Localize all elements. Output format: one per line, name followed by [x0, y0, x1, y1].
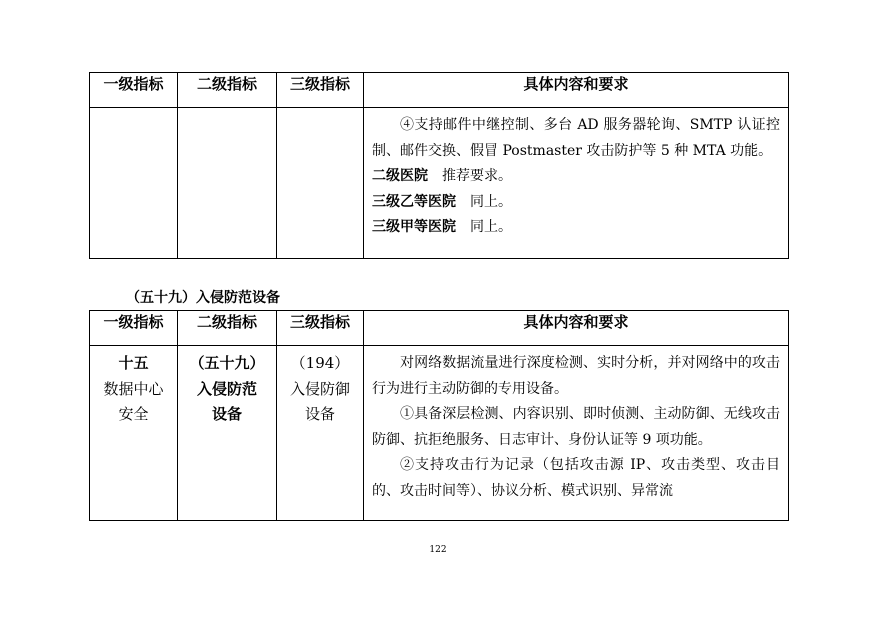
- level-label: 二级医院: [372, 168, 428, 184]
- header-level3: 三级指标: [277, 311, 364, 346]
- level3-line: （194）: [290, 354, 350, 372]
- header-level1: 一级指标: [90, 73, 178, 108]
- content-paragraph: ②支持攻击行为记录（包括攻击源 IP、攻击类型、攻击目的、攻击时间等）、协议分析、模式识别、异常流: [372, 457, 780, 499]
- content-paragraph: ①具备深层检测、内容识别、即时侦测、主动防御、无线攻击防御、抗拒绝服务、日志审计、身份认证等 9 项功能。: [372, 406, 780, 448]
- table-intrusion-prevention: [89, 310, 789, 521]
- cell-level1: [90, 346, 178, 521]
- cell-content: [364, 108, 789, 259]
- header-level1: 一级指标: [90, 311, 178, 346]
- level-text: 同上。: [470, 219, 512, 235]
- table-row: [90, 108, 789, 259]
- header-content: 具体内容和要求: [364, 311, 789, 346]
- level3-line: 入侵防御: [289, 379, 350, 398]
- level2-line: （五十九）: [189, 354, 265, 372]
- level-requirement: [372, 190, 780, 216]
- level2-line: 设备: [211, 405, 242, 423]
- level1-line: 十五: [118, 354, 149, 372]
- table-header-row: [90, 311, 789, 346]
- cell-level2-empty: [178, 108, 277, 259]
- header-content: 具体内容和要求: [364, 73, 789, 108]
- header-level2: 二级指标: [178, 311, 277, 346]
- level-requirement: [372, 215, 780, 241]
- cell-level3: [277, 346, 364, 521]
- level-requirement: [372, 164, 780, 190]
- level-label: 三级乙等医院: [372, 193, 456, 210]
- section-title: （五十九）入侵防范设备: [126, 290, 280, 306]
- header-level3: 三级指标: [277, 73, 364, 108]
- content-paragraph: ④支持邮件中继控制、多台 AD 服务器轮询、SMTP 认证控制、邮件交换、假冒 Postmaster 攻击防护等 5 种 MTA 功能。: [372, 117, 780, 159]
- header-level2: 二级指标: [178, 73, 277, 108]
- cell-content: [364, 346, 789, 521]
- level-text: 推荐要求。: [442, 168, 512, 184]
- level3-line: 设备: [304, 405, 335, 423]
- level1-line: 数据中心: [103, 379, 164, 398]
- page-number: 122: [429, 545, 447, 555]
- table-row: [90, 346, 789, 521]
- level-text: 同上。: [470, 193, 512, 210]
- cell-level3-empty: [277, 108, 364, 259]
- level2-line: 入侵防范: [196, 379, 257, 398]
- content-paragraph: 对网络数据流量进行深度检测、实时分析，并对网络中的攻击行为进行主动防御的专用设备。: [372, 355, 780, 397]
- cell-level2: [178, 346, 277, 521]
- table-header-row: [90, 73, 789, 108]
- level1-line: 安全: [118, 405, 149, 423]
- cell-level1-empty: [90, 108, 178, 259]
- table-continuation: [89, 72, 789, 259]
- level-label: 三级甲等医院: [372, 219, 456, 235]
